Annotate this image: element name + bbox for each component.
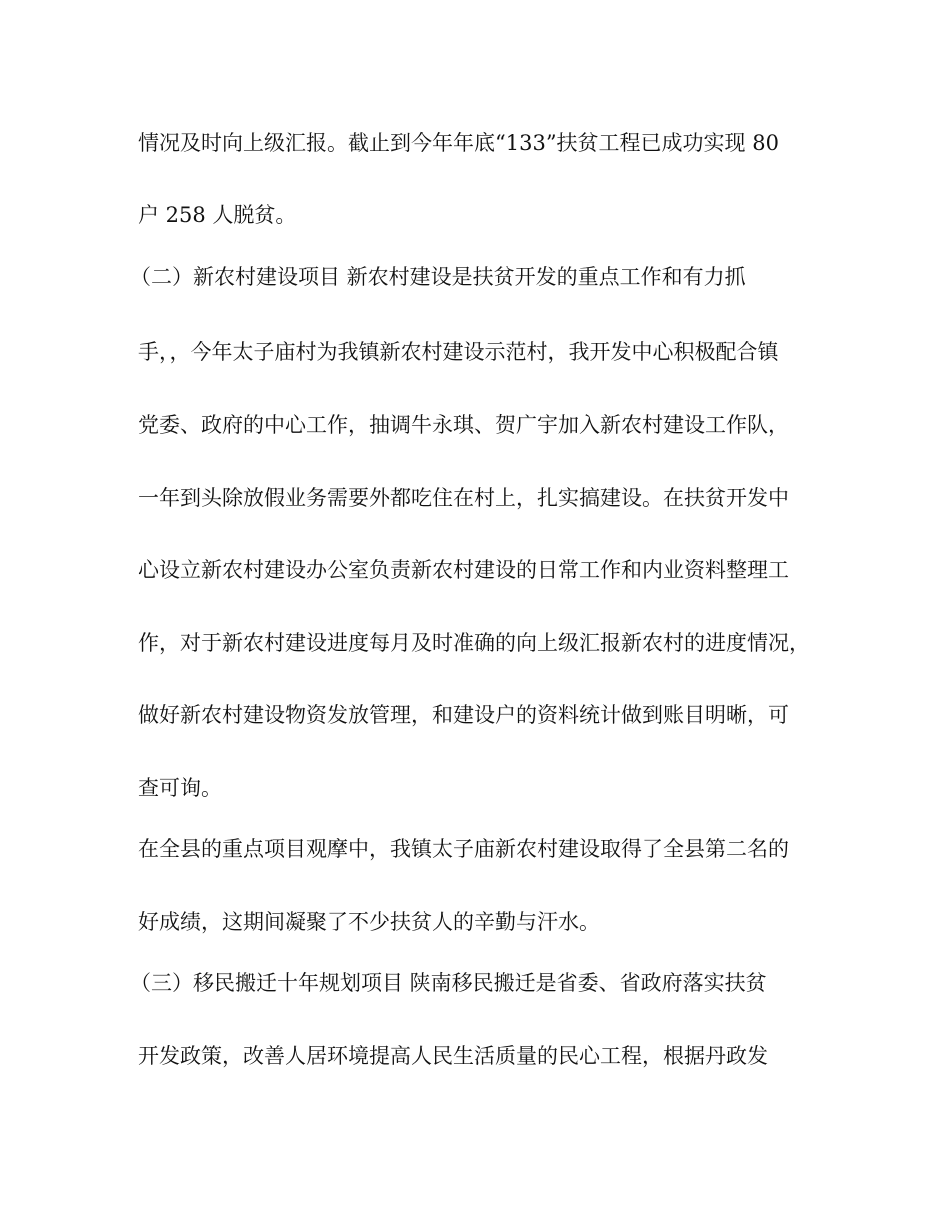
text-line: 情况及时向上级汇报。截止到今年年底“133”扶贫工程已成功实现 80 (138, 131, 779, 155)
text-line: 党委、政府的中心工作，抽调牛永琪、贺广宇加入新农村建设工作队， (138, 413, 789, 437)
text-line: 作，对于新农村建设进度每月及时准确的向上级汇报新农村的进度情况， (138, 631, 810, 655)
text-line: 查可询。 (138, 776, 222, 800)
text-line: （三）移民搬迁十年规划项目 陕南移民搬迁是省委、省政府落实扶贫 (130, 971, 767, 995)
text-line: 户 258 人脱贫。 (138, 203, 297, 227)
text-line: 手，，今年太子庙村为我镇新农村建设示范村，我开发中心积极配合镇 (138, 340, 779, 364)
text-line: 做好新农村建设物资发放管理，和建设户的资料统计做到账目明晰，可 (138, 703, 789, 727)
text-line: 好成绩，这期间凝聚了不少扶贫人的辛勤与汗水。 (138, 910, 600, 934)
text-line: 开发政策，改善人居环境提高人民生活质量的民心工程，根据丹政发 (138, 1044, 768, 1068)
text-line: 心设立新农村建设办公室负责新农村建设的日常工作和内业资料整理工 (138, 558, 789, 582)
text-line: 一年到头除放假业务需要外都吃住在村上，扎实搞建设。在扶贫开发中 (138, 486, 789, 510)
text-line: 在全县的重点项目观摩中，我镇太子庙新农村建设取得了全县第二名的 (138, 837, 789, 861)
text-line: （二）新农村建设项目 新农村建设是扶贫开发的重点工作和有力抓 (130, 265, 746, 289)
